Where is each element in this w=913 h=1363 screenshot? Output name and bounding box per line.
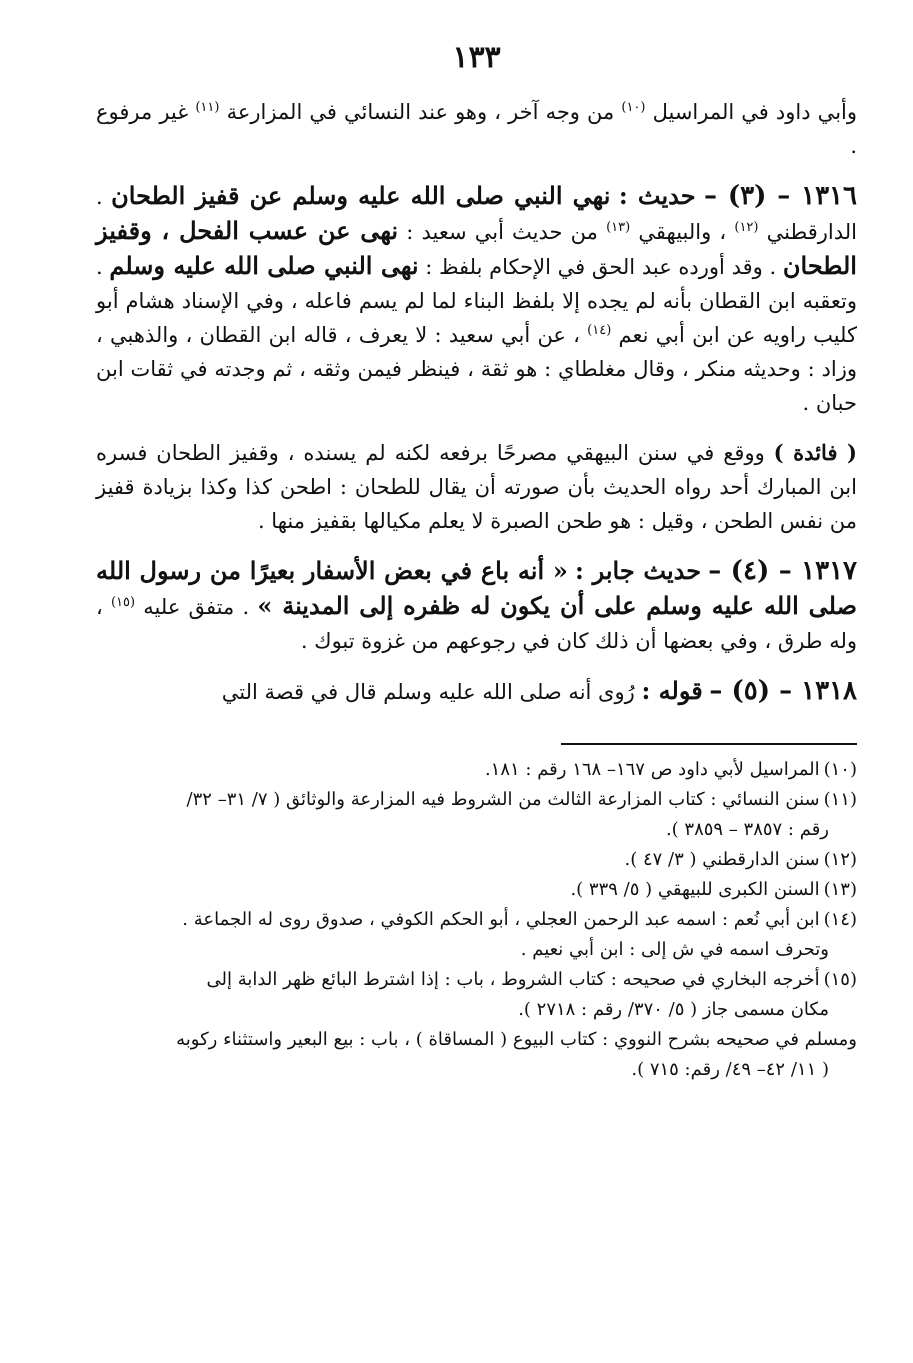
footnote-text: المراسيل لأبي داود ص ١٦٧– ١٦٨ رقم : ١٨١. [484,759,820,780]
footnote-ref-10[interactable]: (١٠) [621,100,646,115]
hadith-text: . الدارقطني [96,185,857,244]
footnote-text: ومسلم في صحيحه بشرح النووي : كتاب البيوع ( المساقاة ) ، باب : بيع البعير واستثناء ركوبه [176,1029,857,1050]
footnote-number: (١١) [823,789,857,810]
hadith-text: . وتعقبه ابن القطان بأنه لم يجده إلا بلفظ البناء لما لم يسم فاعله ، وفي الإسناد هشام أبو كليب راويه عن ابن أبي نعم [96,255,857,347]
faida-paragraph [96,436,857,538]
footnote-text: أخرجه البخاري في صحيحه : كتاب الشروط ، باب : إذا اشترط البائع ظهر الدابة إلى [206,969,820,990]
hadith-1317 [96,554,857,658]
footnote-ref-14[interactable]: (١٤) [587,323,612,338]
footnote-14 [96,905,857,965]
footnote-number: (١٤) [823,909,857,930]
hadith-title-1317: « أنه باع في بعض الأسفار بعيرًا من رسول الله صلى الله عليه وسلم على أن يكون له ظفره إلى المدينة » [96,556,857,620]
hadith-1316 [96,179,857,420]
footnote-number: (١٢) [823,849,857,870]
footnote-text: ابن أبي نُعم : اسمه عبد الرحمن العجلي ، أبو الحكم الكوفي ، صدوق روى له الجماعة . [182,909,820,930]
footnote-12 [96,845,857,875]
footnote-text: سنن النسائي : كتاب المزارعة الثالث من الشروط فيه المزارعة والوثائق ( ٧/ ٣١– ٣٢/ [186,789,820,810]
footnote-text: سنن الدارقطني ( ٣/ ٤٧ ). [624,849,820,870]
footnote-divider [561,743,857,745]
footnote-ref-12[interactable]: (١٢) [734,220,759,235]
footnote-15 [96,965,857,1025]
hadith-number-1317: ١٣١٧ – (٤) – [708,556,858,586]
footnote-continuation: رقم : ٣٨٥٧ – ٣٨٥٩ ). [665,819,829,840]
hadith-text: . متفق عليه [143,595,250,619]
hadith-number-1318: ١٣١٨ – (٥) – [709,676,857,706]
footnote-number: (١٣) [823,879,857,900]
footnote-text: السنن الكبرى للبيهقي ( ٥/ ٣٣٩ ). [570,879,820,900]
hadith-number-1316: ١٣١٦ – (٣) – [704,181,857,211]
footnote-continuation: ( ١١/ ٤٢– ٤٩/ رقم: ٧١٥ ). [631,1059,829,1080]
hadith-text: رُوى أنه صلى الله عليه وسلم قال في قصة التي [221,680,635,704]
footnote-number: (١٠) [823,759,857,780]
hadith-1318 [96,674,857,709]
footnote-11 [96,785,857,845]
footnotes [96,755,857,1085]
hadith-text: ، وله طرق ، وفي بعضها أن ذلك كان في رجوعهم من غزوة تبوك . [96,595,857,653]
footnote-13 [96,875,857,905]
intro-text-2: من وجه آخر ، وهو عند النسائي في المزارعة [226,100,615,124]
footnote-15-continued [96,1025,857,1085]
footnote-ref-15[interactable]: (١٥) [110,595,136,610]
faida-label: ( فائدة ) [773,440,857,465]
intro-text-1: وأبي داود في المراسيل [652,100,858,124]
footnote-ref-11[interactable]: (١١) [195,100,220,115]
hadith-title-1316: نهي النبي صلى الله عليه وسلم عن قفيز الطحان [111,181,611,210]
footnote-10 [96,755,857,785]
page-number: ١٣٣ [452,40,501,75]
hadith-label: حديث : [618,181,696,210]
intro-text-3: غير مرفوع . [96,100,857,158]
footnote-ref-13[interactable]: (١٣) [606,220,631,235]
hadith-quote: نهى النبي صلى الله عليه وسلم [109,251,419,280]
hadith-label: حديث جابر : [574,556,702,585]
footnote-continuation: وتحرف اسمه في ش إلى : ابن أبي نعيم . [520,939,829,960]
hadith-text: ، والبيهقي [638,220,727,244]
hadith-quote: نهى عن عسب الفحل ، وقفيز الطحان [96,216,857,280]
intro-paragraph [96,95,857,163]
hadith-text: . وقد أورده عبد الحق في الإحكام بلفظ : [425,255,777,279]
footnote-continuation: مكان مسمى جاز ( ٥/ ٣٧٠/ رقم : ٢٧١٨ ). [518,999,829,1020]
hadith-label: قوله : [641,676,703,705]
faida-text: ووقع في سنن البيهقي مصرحًا برفعه لكنه لم يسنده ، وقفيز الطحان فسره ابن المبارك أحد رواه الحديث بأن صورته أن يقال للطحان : اطحن كذا وكذا بزيادة قفيز من نفس الطحن ، وقيل : هو طحن الصبرة لا يعلم مكيالها بقفيز منها . [96,441,857,533]
hadith-text: من حديث أبي سعيد : [406,220,598,244]
footnote-number: (١٥) [823,969,857,990]
hadith-text: ، عن أبي سعيد : لا يعرف ، قاله ابن القطان ، والذهبي ، وزاد : وحديثه منكر ، وقال مغلطاي : هو ثقة ، فينظر فيمن وثقه ، ثم وجدته في ثقات ابن حبان . [96,323,857,415]
